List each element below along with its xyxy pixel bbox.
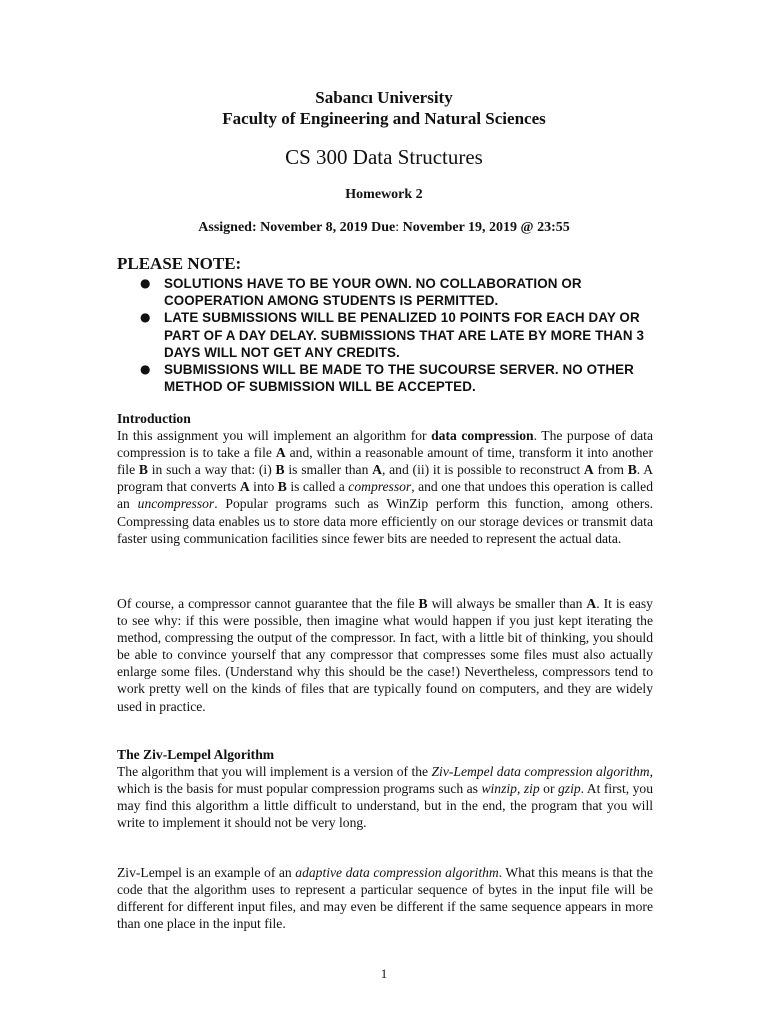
faculty-name: Faculty of Engineering and Natural Sciences	[222, 109, 546, 128]
compressor-paragraph: Of course, a compressor cannot guarantee that the file B will always be smaller than A. It is easy to see why: if this were possible, then imagine what would happen if you just kept iterating the method, compressing the output of the compressor. In fact, with a little bit of thinking, you should be able to convince yourself that any compressor that compresses some files must also actually enlarge some files. (Understand why this should be the case!) Nevertheless, compressors tend to work pretty well on the kinds of files that are typically found on computers, and they are widely used in practice.	[117, 596, 653, 714]
date-line: Assigned: November 8, 2019 Due: November 19, 2019 @ 23:55	[198, 220, 570, 235]
please-note-heading: PLEASE NOTE:	[117, 254, 242, 273]
notice-list	[117, 275, 657, 395]
homework-title: Homework 2	[345, 187, 423, 202]
notice-item	[117, 361, 657, 395]
notice-item	[117, 275, 657, 309]
notice-text: SUBMISSIONS WILL BE MADE TO THE SUCOURSE SERVER. NO OTHER METHOD OF SUBMISSION WILL BE ACCEPTED.	[164, 362, 634, 395]
adaptive-paragraph: Ziv-Lempel is an example of an adaptive data compression algorithm. What this means is that the code that the algorithm uses to represent a particular sequence of bytes in the input file will be different for different input files, and may even be different if the same sequence appears in more than one place in the input file.	[117, 865, 653, 932]
ziv-lempel-paragraph: The algorithm that you will implement is a version of the Ziv-Lempel data compression algorithm, which is the basis for must popular compression programs such as winzip, zip or gzip. At first, you may find this algorithm a little difficult to understand, but in the end, the program that you will write to implement it should not be very long.	[117, 764, 654, 831]
assigned-date: November 8, 2019	[260, 220, 368, 235]
introduction-section	[117, 410, 653, 547]
bullet-icon: ●	[140, 362, 151, 377]
course-title: CS 300 Data Structures	[285, 145, 483, 169]
bullet-icon: ●	[140, 310, 151, 325]
introduction-heading: Introduction	[117, 411, 191, 426]
assigned-label: Assigned:	[198, 220, 257, 235]
due-label: Due	[371, 220, 396, 235]
bullet-icon: ●	[140, 276, 151, 290]
ziv-lempel-section	[117, 746, 653, 831]
notice-item	[117, 309, 657, 361]
compressor-paragraph-section	[117, 595, 653, 715]
adaptive-paragraph-section	[117, 864, 653, 932]
page-number: 1	[380, 966, 388, 981]
notice-text: SOLUTIONS HAVE TO BE YOUR OWN. NO COLLABORATION OR COOPERATION AMONG STUDENTS IS PERMITTED.	[164, 276, 582, 309]
due-date: November 19, 2019 @ 23:55	[402, 220, 570, 235]
notice-text: LATE SUBMISSIONS WILL BE PENALIZED 10 POINTS FOR EACH DAY OR PART OF A DAY DELAY. SUBMISSIONS THAT ARE LATE BY MORE THAN 3 DAYS WILL NOT GET ANY CREDITS.	[164, 310, 645, 360]
university-name: Sabancı University	[315, 88, 453, 107]
introduction-paragraph: In this assignment you will implement an algorithm for data compression. The purpose of data compression is to take a file A and, within a reasonable amount of time, transform it into another file B in such a way that: (i) B is smaller than A, and (ii) it is possible to reconstruct A from B. A program that converts A into B is called a compressor, and one that undoes this operation is called an uncompressor. Popular programs such as WinZip perform this function, among others. Compressing data enables us to store data more efficiently on our storage devices or transmit data faster using communication facilities since fewer bits are needed to represent the actual data.	[117, 428, 654, 546]
ziv-lempel-heading: The Ziv-Lempel Algorithm	[117, 747, 275, 762]
